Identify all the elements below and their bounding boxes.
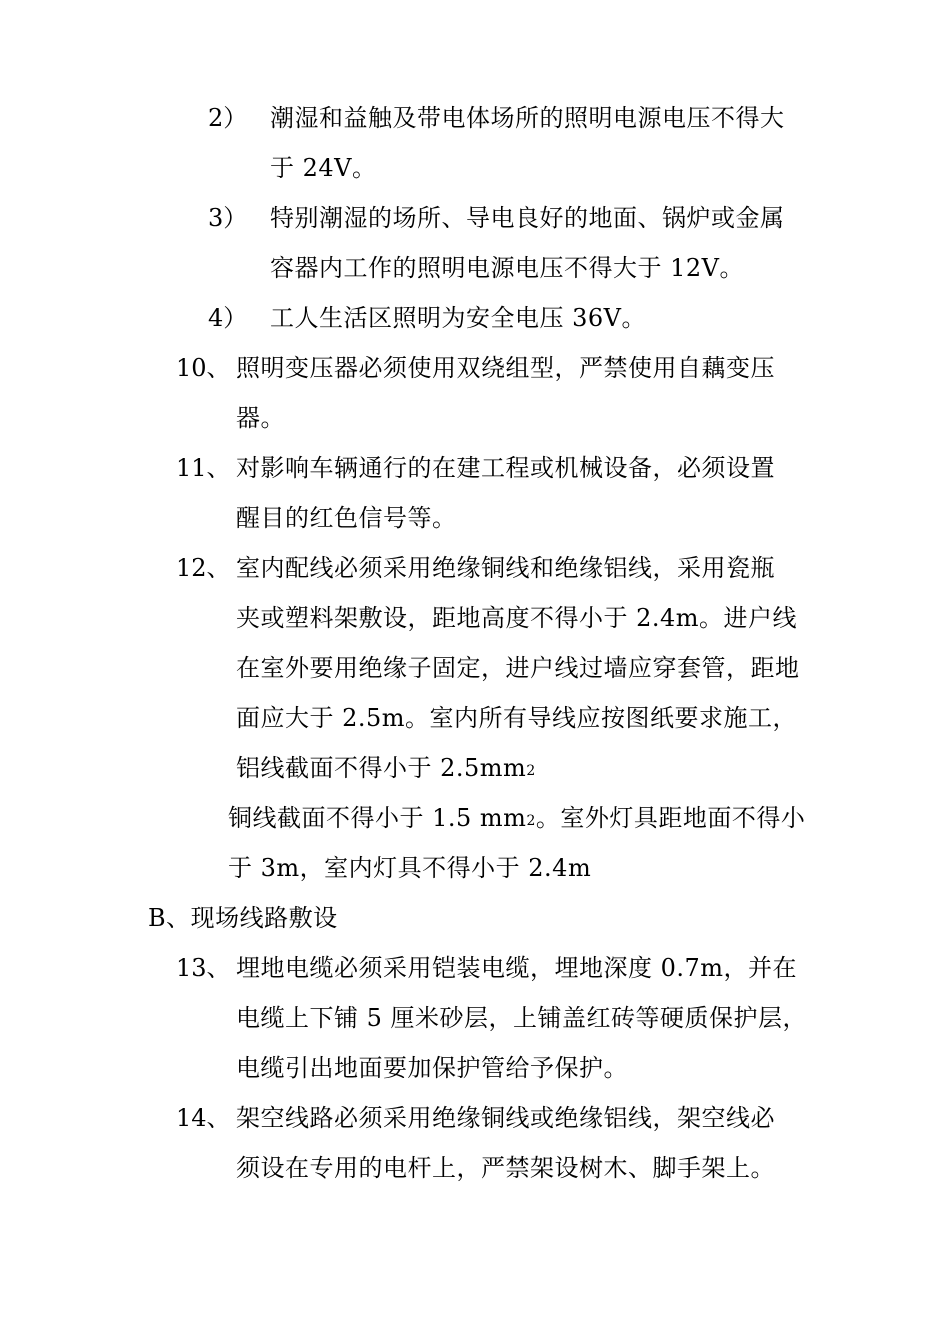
item-12-line-3: 在室外要用绝缘子固定，进户线过墙应穿套管，距地 [236, 654, 800, 682]
item-10-marker: 10、 [176, 354, 231, 382]
squared-superscript: 2 [526, 763, 536, 779]
item-14-line-2: 须设在专用的电杆上，严禁架设树木、脚手架上。 [236, 1154, 775, 1182]
item-13-line-1: 埋地电缆必须采用铠装电缆，埋地深度 0.7m，并在 [236, 954, 798, 982]
item-13-line-3: 电缆引出地面要加保护管给予保护。 [236, 1054, 628, 1082]
item-12-line-6-text-b: 。室外灯具距地面不得小 [535, 804, 806, 832]
sub-item-2-line-2: 于 24V。 [270, 154, 377, 182]
sub-item-marker-4: 4） [208, 304, 248, 332]
item-12-line-6-text-a: 铜线截面不得小于 1.5 mm [228, 804, 527, 832]
item-11-line-2: 醒目的红色信号等。 [236, 504, 457, 532]
item-12-line-4: 面应大于 2.5m。室内所有导线应按图纸要求施工， [236, 704, 798, 732]
item-13-line-2: 电缆上下铺 5 厘米砂层，上铺盖红砖等硬质保护层， [236, 1004, 808, 1032]
sub-item-3-line-1: 特别潮湿的场所、导电良好的地面、锅炉或金属 [270, 204, 785, 232]
item-12-line-1: 室内配线必须采用绝缘铜线和绝缘铝线，采用瓷瓶 [236, 554, 775, 582]
sub-item-marker-2: 2） [208, 104, 248, 132]
item-10-line-2: 器。 [236, 404, 285, 432]
sub-item-3-line-2: 容器内工作的照明电源电压不得大于 12V。 [270, 254, 744, 282]
item-14-line-1: 架空线路必须采用绝缘铜线或绝缘铝线，架空线必 [236, 1104, 775, 1132]
item-11-marker: 11、 [176, 454, 231, 482]
item-12-line-6 [228, 803, 805, 837]
item-11-line-1: 对影响车辆通行的在建工程或机械设备，必须设置 [236, 454, 775, 482]
item-10-line-1: 照明变压器必须使用双绕组型，严禁使用自藕变压 [236, 354, 775, 382]
item-12-line-5-text: 铝线截面不得小于 2.5mm [236, 754, 527, 782]
sub-item-4-line-1: 工人生活区照明为安全电压 36V。 [270, 304, 646, 332]
sub-item-2-line-1: 潮湿和益触及带电体场所的照明电源电压不得大 [270, 104, 785, 132]
section-b-heading: B、现场线路敷设 [148, 904, 338, 932]
item-12-marker: 12、 [176, 554, 231, 582]
item-12-line-5 [236, 753, 536, 787]
sub-item-marker-3: 3） [208, 204, 248, 232]
squared-superscript: 2 [526, 813, 536, 829]
item-12-line-2: 夹或塑料架敷设，距地高度不得小于 2.4m。进户线 [236, 604, 798, 632]
item-13-marker: 13、 [176, 954, 231, 982]
item-12-line-7: 于 3m，室内灯具不得小于 2.4m [228, 854, 592, 882]
item-14-marker: 14、 [176, 1104, 231, 1132]
